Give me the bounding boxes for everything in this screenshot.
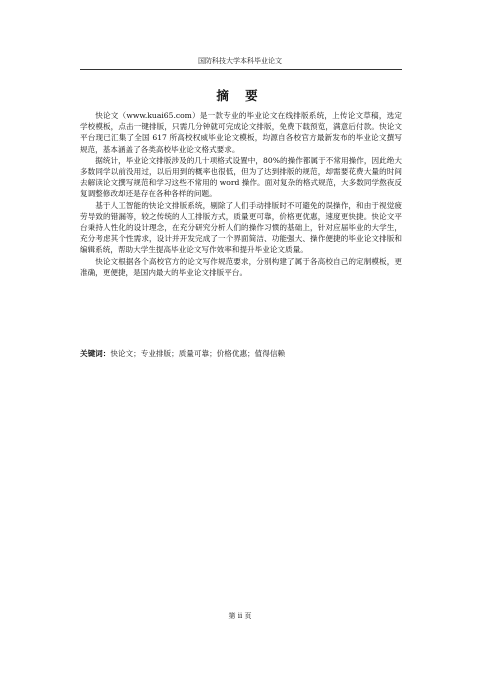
abstract-paragraph-1: 快论文（www.kuai65.com）是一款专业的毕业论文在线排版系统，上传论文草稿，选定学校模板，点击一键排版，只需几分钟就可完成论文排版，免费下载预览，满意后付款。快论文平台现已汇集了全国 617 所高校权威毕业论文模板，均源自各校官方最新发布的毕业论文撰写规范，基本涵盖了各类高校毕业论文格式要求。 bbox=[80, 111, 402, 154]
page-number: 第 ii 页 bbox=[228, 612, 252, 620]
abstract-paragraph-3: 基于人工智能的快论文排版系统，剔除了人们手动排版时不可避免的误操作，和由于视觉疲劳导致的错漏等，较之传统的人工排版方式，质量更可靠，价格更优惠，速度更快捷。快论文平台秉持人性化的设计理念，在充分研究分析人们的操作习惯的基础上，针对应届毕业的大学生，充分考虑其个性需求，设计并开发完成了一个界面简洁、功能强大、操作便捷的毕业论文排版和编辑系统，帮助大学生提高毕业论文写作效率和提升毕业论文质量。 bbox=[80, 200, 402, 255]
running-header: 国防科技大学本科毕业论文 bbox=[198, 57, 282, 65]
header-rule bbox=[80, 69, 402, 70]
abstract-paragraph-2: 据统计，毕业论文排版涉及的几十项格式设置中，80%的操作都属于不常用操作，因此绝大多数同学以前没用过，以后用到的概率也很低，但为了达到排版的规范，却需要花费大量的时间去解读论文撰写规范和学习这些不常用的 word 操作。面对复杂的格式规范，大多数同学熬夜反复调整修改却还是存在各种各样的问题。 bbox=[80, 155, 402, 199]
keywords-label: 关键词： bbox=[80, 349, 111, 358]
abstract-body bbox=[80, 110, 402, 278]
keywords-text: 快论文；专业排版；质量可靠；价格优惠；值得信赖 bbox=[110, 349, 286, 358]
abstract-title: 摘 要 bbox=[216, 88, 264, 103]
abstract-paragraph-4: 快论文根据各个高校官方的论文写作规范要求，分别构建了属于各高校自己的定制模板，更准确，更便捷，是国内最大的毕业论文排版平台。 bbox=[80, 256, 402, 277]
keywords-line bbox=[80, 348, 402, 359]
